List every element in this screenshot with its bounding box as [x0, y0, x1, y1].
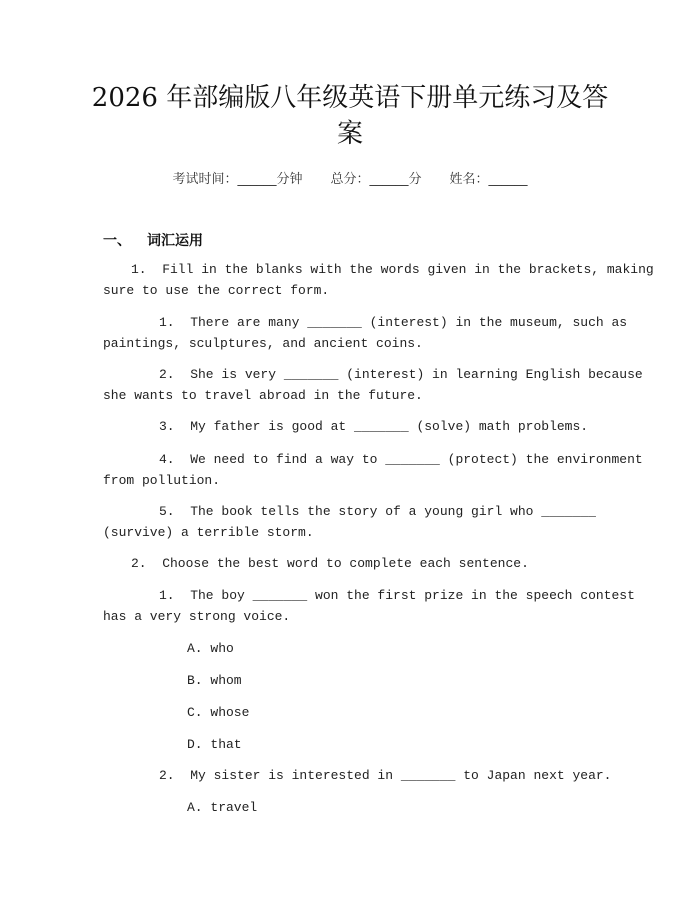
q2-item-1-cont: has a very strong voice.	[103, 609, 291, 624]
q1-item-2-cont: she wants to travel abroad in the future.	[103, 388, 423, 403]
exam-info	[0, 168, 700, 187]
q1-item-2: 2. She is very _______ (interest) in learning English because	[159, 367, 643, 382]
q1-item-5-cont: (survive) a terrible storm.	[103, 525, 314, 540]
question-2-instruction: 2. Choose the best word to complete each sentence.	[131, 556, 529, 571]
section-heading	[103, 230, 203, 250]
q1-item-4: 4. We need to find a way to _______ (protect) the environment	[159, 452, 643, 467]
q1-item-1: 1. There are many _______ (interest) in the museum, such as	[159, 315, 628, 330]
section-title: 词汇运用	[147, 233, 203, 249]
option-c: C. whose	[187, 705, 250, 720]
option-b: B. whom	[187, 673, 242, 688]
exam-time: 考试时间：______分钟	[172, 172, 303, 187]
q1-item-3: 3. My father is good at _______ (solve) math problems.	[159, 419, 589, 434]
q2-item-2: 2. My sister is interested in _______ to Japan next year.	[159, 768, 612, 783]
student-name: 姓名：______	[449, 172, 528, 187]
question-1-instruction: 1. Fill in the blanks with the words given in the brackets, making	[131, 262, 654, 277]
document-title	[90, 80, 610, 152]
q1-item-4-cont: from pollution.	[103, 473, 221, 488]
section-number: 一、	[103, 233, 131, 249]
q2-item-2-option-a: A. travel	[187, 800, 258, 815]
question-1-instruction-cont: sure to use the correct form.	[103, 283, 330, 298]
q2-item-1: 1. The boy _______ won the first prize in the speech contest	[159, 588, 635, 603]
total-score: 总分：______分	[330, 172, 422, 187]
title-line-1: 2026 年部编版八年级英语下册单元练习及答	[91, 83, 609, 113]
q1-item-1-cont: paintings, sculptures, and ancient coins.	[103, 336, 423, 351]
option-d: D. that	[187, 737, 242, 752]
option-a: A. who	[187, 641, 234, 656]
q1-item-5: 5. The book tells the story of a young girl who _______	[159, 504, 596, 519]
title-line-2: 案	[336, 119, 363, 149]
